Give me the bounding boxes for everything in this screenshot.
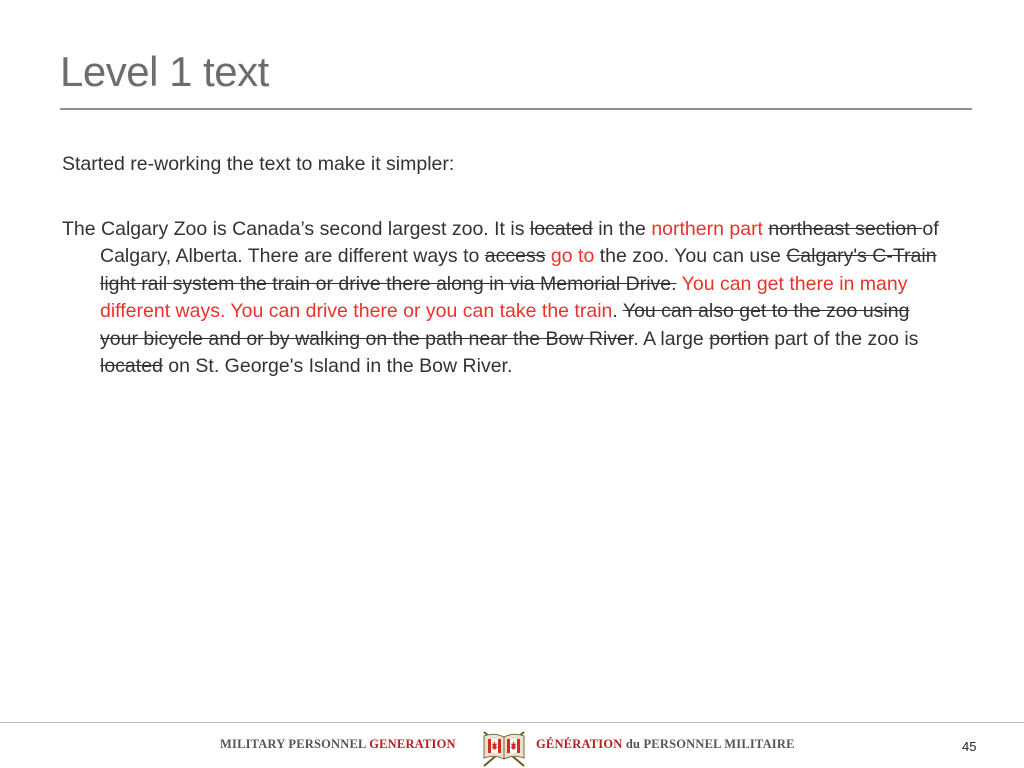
footer [0, 724, 1024, 768]
paragraph-text: of Calgary, Alberta. There are different ways to [100, 218, 939, 268]
footer-en-highlight: GENERATION [369, 737, 456, 751]
canadian-flag-book-emblem-icon [478, 726, 530, 768]
deleted-text: portion [709, 327, 769, 350]
footer-divider [0, 722, 1024, 723]
intro-text: Started re-working the text to make it simpler: [62, 153, 455, 175]
deleted-text: access [484, 245, 546, 268]
paragraph-text: . [612, 300, 623, 323]
slide-title: Level 1 text [60, 48, 269, 95]
deleted-text: located [529, 218, 593, 240]
page-number: 45 [962, 739, 977, 754]
paragraph-text: in the [592, 218, 652, 240]
footer-english-wordmark [220, 737, 456, 752]
title-divider [60, 108, 972, 110]
inserted-text: northern part [651, 218, 769, 240]
deleted-text: northeast section [768, 218, 923, 240]
footer-fr-suffix: du PERSONNEL MILITAIRE [622, 737, 795, 751]
paragraph-text: the zoo. You can use [594, 245, 787, 268]
deleted-text: Calgary's C-Train light rail system the train or drive there along in via Memorial Drive. [100, 245, 937, 295]
footer-en-prefix: MILITARY PERSONNEL [220, 737, 370, 751]
footer-french-wordmark [536, 737, 795, 752]
paragraph-text: part of the zoo is [768, 327, 919, 350]
inserted-text: go to [550, 245, 595, 268]
edited-paragraph [62, 216, 950, 380]
deleted-text: You can also get to the zoo using your bicycle and or by walking on the path near the Bow River [100, 300, 910, 350]
deleted-text: located [100, 355, 163, 378]
paragraph-text: . A large [633, 327, 710, 350]
paragraph-text: The Calgary Zoo is Canada’s second largest zoo. It is [62, 218, 530, 240]
paragraph-text: on St. George's Island in the Bow River. [162, 355, 513, 378]
footer-fr-highlight: GÉNÉRATION [536, 737, 623, 751]
inserted-text: You can get there in many different ways. You can drive there or you can take the train [100, 272, 908, 323]
